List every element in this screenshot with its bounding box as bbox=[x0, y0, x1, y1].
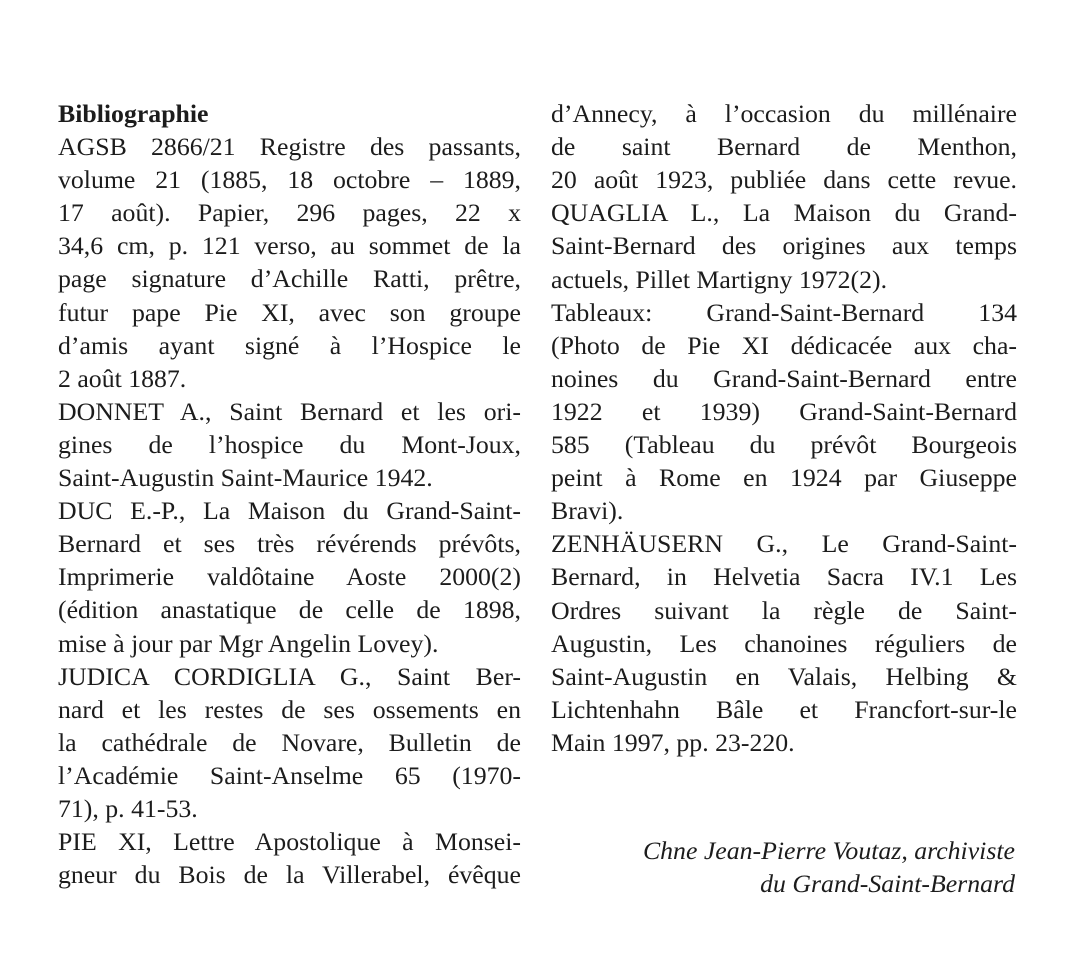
right-column-line: (Photo de Pie XI dédicacée aux cha- bbox=[551, 330, 1017, 360]
right-column-line: noines du Grand-Saint-Bernard entre bbox=[551, 363, 1017, 393]
right-column-line: Tableaux: Grand-Saint-Bernard 134 bbox=[551, 297, 1017, 327]
left-column-line: gneur du Bois de la Villerabel, évêque bbox=[58, 860, 521, 890]
right-column-line: Bernard, in Helvetia Sacra IV.1 Les bbox=[551, 562, 1017, 592]
left-column-line: PIE XI, Lettre Apostolique à Monsei- bbox=[58, 827, 521, 857]
right-column-line: Lichtenhahn Bâle et Francfort-sur-le bbox=[551, 694, 1017, 724]
right-column-line: Bravi). bbox=[551, 496, 624, 526]
right-column-line: Augustin, Les chanoines réguliers de bbox=[551, 628, 1017, 658]
left-column-line: Bernard et ses très révérends prévôts, bbox=[58, 529, 521, 559]
right-column-line: peint à Rome en 1924 par Giuseppe bbox=[551, 463, 1017, 493]
bibliography-heading: Bibliographie bbox=[58, 99, 209, 128]
right-column-line: 1922 et 1939) Grand-Saint-Bernard bbox=[551, 396, 1017, 426]
right-column-line: d’Annecy, à l’occasion du millénaire bbox=[551, 99, 1017, 128]
left-column-line: page signature d’Achille Ratti, prêtre, bbox=[58, 264, 521, 294]
right-column-line: Saint-Bernard des origines aux temps bbox=[551, 231, 1017, 261]
signature-line-1: Chne Jean-Pierre Voutaz, archiviste bbox=[642, 836, 1015, 865]
left-column-line: AGSB 2866/21 Registre des passants, bbox=[58, 132, 521, 161]
left-column-line: nard et les restes de ses ossements en bbox=[58, 694, 521, 724]
left-column-line: Imprimerie valdôtaine Aoste 2000(2) bbox=[58, 562, 521, 592]
left-column-line: mise à jour par Mgr Angelin Lovey). bbox=[58, 628, 439, 658]
left-column-line: 17 août). Papier, 296 pages, 22 x bbox=[58, 198, 521, 228]
left-column-line: l’Académie Saint-Anselme 65 (1970- bbox=[58, 760, 521, 790]
right-column-line: Ordres suivant la règle de Saint- bbox=[551, 595, 1017, 625]
left-column-line: gines de l’hospice du Mont-Joux, bbox=[58, 429, 521, 459]
left-column-line: futur pape Pie XI, avec son groupe bbox=[58, 297, 521, 327]
left-column-line: 71), p. 41-53. bbox=[58, 794, 198, 823]
right-column-line: actuels, Pillet Martigny 1972(2). bbox=[551, 264, 888, 294]
left-column-line: DUC E.-P., La Maison du Grand-Saint- bbox=[58, 496, 521, 526]
signature-line-2: du Grand-Saint-Bernard bbox=[760, 869, 1015, 898]
right-column-line: de saint Bernard de Menthon, bbox=[551, 132, 1017, 162]
right-column-line: 20 août 1923, publiée dans cette revue. bbox=[551, 165, 1017, 195]
left-column-line: volume 21 (1885, 18 octobre – 1889, bbox=[58, 165, 521, 195]
left-column-line: la cathédrale de Novare, Bulletin de bbox=[58, 727, 521, 757]
left-column-line: JUDICA CORDIGLIA G., Saint Ber- bbox=[58, 661, 521, 691]
right-column-line: 585 (Tableau du prévôt Bourgeois bbox=[551, 430, 1017, 459]
right-column-line: Saint-Augustin en Valais, Helbing & bbox=[551, 661, 1017, 691]
left-column-line: 34,6 cm, p. 121 verso, au sommet de la bbox=[58, 231, 521, 261]
left-column-line: 2 août 1887. bbox=[58, 363, 187, 393]
right-column-line: QUAGLIA L., La Maison du Grand- bbox=[551, 198, 1017, 228]
right-column-line: ZENHÄUSERN G., Le Grand-Saint- bbox=[551, 529, 1017, 559]
left-column-line: d’amis ayant signé à l’Hospice le bbox=[58, 330, 521, 360]
left-column-line: (édition anastatique de celle de 1898, bbox=[58, 595, 521, 625]
right-column-line: Main 1997, pp. 23-220. bbox=[551, 727, 795, 757]
left-column-line: DONNET A., Saint Bernard et les ori- bbox=[58, 396, 521, 426]
left-column-line: Saint-Augustin Saint-Maurice 1942. bbox=[58, 463, 433, 492]
